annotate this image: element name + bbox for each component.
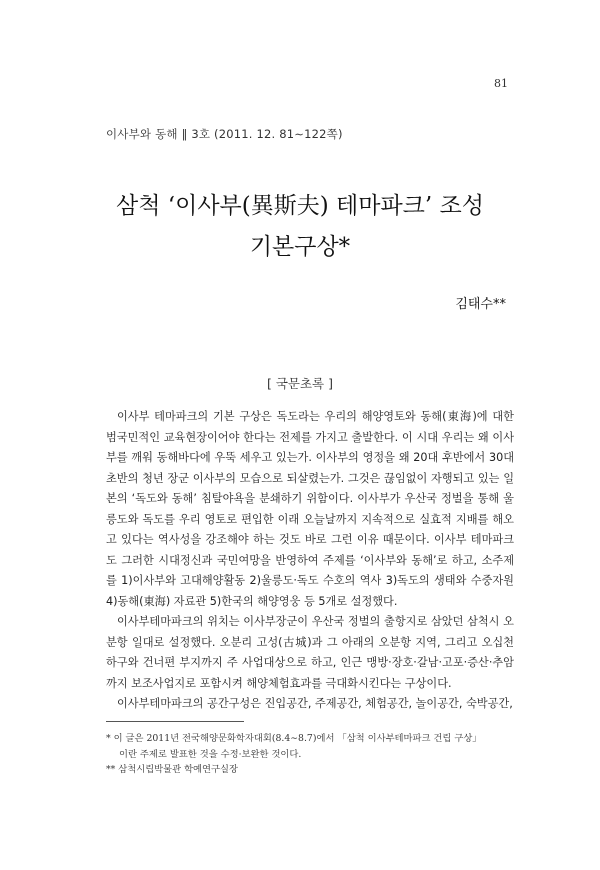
- abstract-body: [106, 407, 514, 715]
- page-number: 81: [494, 77, 508, 90]
- abstract-paragraph: 이사부테마파크의 위치는 이사부장군이 우산국 정벌의 출항지로 삼았던 삼척시 오분항 일대로 설정했다. 오분리 고성(古城)과 그 아래의 오분항 지역, 그리고 오십천 하구와 건너편 부지까지 주 사업대상으로 하고, 인근 맹방·장호·갈남·고포·증산·추암까지 보조사업지로 포함시켜 해양체험효과를 극대화시킨다는 구상이다.: [106, 615, 514, 690]
- abstract-heading: [ 국문초록 ]: [266, 376, 333, 391]
- journal-info: 이사부와 동해 ‖ 3호 (2011. 12. 81∼122쪽): [106, 127, 343, 141]
- title-line-2: 기본구상*: [249, 234, 351, 260]
- abstract-paragraph: 이사부 테마파크의 기본 구상은 독도라는 우리의 해양영토와 동해(東海)에 대한 범국민적인 교육현장이어야 한다는 전제를 가지고 출발한다. 이 시대 우리는 왜 이사부를 깨워 동해바다에 우뚝 세우고 있는가. 이사부의 영정을 왜 20대 후반에서 30대 초반의 청년 장군 이사부의 모습으로 되살렸는가. 그것은 끊임없이 자행되고 있는 일본의 ‘독도와 동해’ 침탈야욕을 분쇄하기 위함이다. 이사부가 우산국 정벌을 통해 울릉도와 독도를 우리 영토로 편입한 이래 오늘날까지 지속적으로 실효적 지배를 해오고 있다는 역사성을 강조해야 하는 것도 바로 그런 이유 때문이다. 이사부 테마파크도 그러한 시대정신과 국민여망을 반영하여 주제를 ‘이사부와 동해’로 하고, 소주제를 1)이사부와 고대해양활동 2)울릉도·독도 수호의 역사 3)독도의 생태와 수중자원 4)동해(東海) 자료관 5)한국의 해양영웅 등 5개로 설정했다.: [106, 410, 514, 608]
- abstract-paragraph: 이사부테마파크의 공간구성은 진입공간, 주제공간, 체험공간, 놀이공간, 숙박공간,: [117, 697, 513, 710]
- footnote-divider: [106, 721, 244, 722]
- paper-title: [0, 186, 600, 268]
- footnote-1: * 이 글은 2011년 전국해양문화학자대회(8.4∼8.7)에서 「삼척 이사부테마파크 건립 구상」: [106, 733, 482, 744]
- title-line-1: 삼척 ‘이사부(異斯夫) 테마파크’ 조성: [116, 193, 484, 219]
- footnote-2: ** 삼척시립박물관 학예연구실장: [106, 764, 238, 775]
- footnote-1-continued: 이란 주제로 발표한 것을 수정·보완한 것이다.: [119, 748, 302, 760]
- author: 김태수**: [455, 297, 506, 312]
- footnotes: [106, 731, 518, 778]
